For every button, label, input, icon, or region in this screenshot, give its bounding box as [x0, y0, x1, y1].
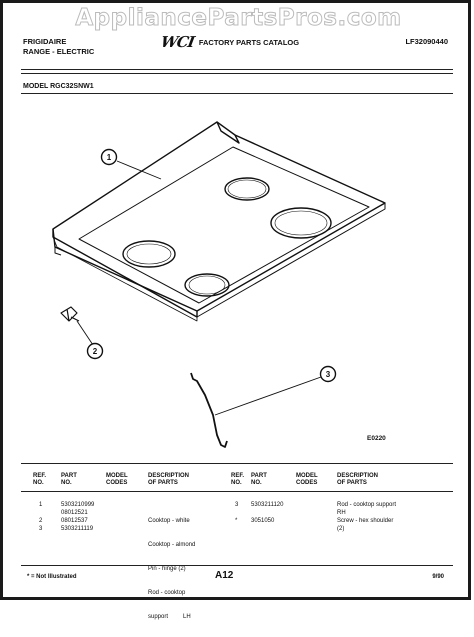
header-rule [21, 69, 453, 70]
table-cell [251, 525, 283, 533]
table-cell: * [235, 518, 238, 524]
table-cell: 5303211120 [251, 502, 284, 508]
cooktop-inner-recess [79, 147, 369, 303]
table-header-rule [21, 491, 453, 492]
table-cell: 3 [235, 502, 239, 508]
cooktop-front-lip [53, 229, 197, 317]
parts-diagram [21, 95, 453, 451]
revision-date: 9/90 [432, 574, 444, 580]
callout-label-3: 3 [325, 370, 331, 379]
table-cell: Pin - hinge (2) [148, 566, 186, 572]
description-column-right [337, 501, 396, 533]
table-cell: 5303211119 [61, 526, 94, 532]
catalog-title [161, 33, 299, 51]
table-cell: 3051050 [251, 518, 275, 524]
table-top-rule [21, 463, 453, 464]
cooktop-outline [53, 122, 385, 311]
header-part-no-left: PART NO. [61, 473, 77, 486]
brand-block [23, 37, 94, 57]
leader-line-2 [77, 321, 93, 345]
part-column-left [61, 501, 94, 533]
brand-name: FRIGIDAIRE [23, 37, 67, 46]
header-model-codes-right: MODEL CODES [296, 473, 318, 486]
leader-line-1 [117, 161, 161, 179]
leader-line-3 [215, 377, 321, 415]
table-cell: 1 [39, 502, 43, 508]
hinge-pin [61, 307, 79, 321]
header-rule-2 [21, 73, 453, 74]
footer-note: * = Not Illustrated [27, 574, 77, 580]
description-column-left [148, 501, 195, 637]
table-cell: Rod - cooktop [148, 590, 186, 596]
burner-opening-front-left [123, 241, 175, 267]
header-part-no-right: PART NO. [251, 473, 267, 486]
header-description-right: DESCRIPTION OF PARTS [337, 473, 379, 486]
table-cell: 08012537 [61, 518, 88, 524]
table-cell [235, 525, 238, 533]
callout-label-2: 2 [92, 347, 98, 356]
table-cell: support LH [148, 614, 191, 620]
callout-label-1: 1 [106, 153, 112, 162]
burner-opening-front-right [185, 274, 229, 296]
table-cell [251, 509, 283, 517]
ref-column-left [39, 501, 42, 533]
ref-column-right [235, 501, 238, 533]
model-number: MODEL RGC32SNW1 [23, 83, 94, 90]
page-number: A12 [215, 570, 234, 581]
table-cell: Cooktop - white [148, 518, 190, 524]
table-cell: Cooktop - almond [148, 542, 196, 548]
footer-rule [21, 565, 453, 566]
table-cell: 08012521 [61, 510, 88, 516]
table-cell: 2 [39, 518, 43, 524]
support-rod [191, 373, 227, 447]
diagram-id: E0220 [367, 435, 386, 442]
catalog-number: LF32090440 [405, 37, 448, 46]
header-description-left: DESCRIPTION OF PARTS [148, 473, 190, 486]
table-cell [235, 509, 238, 517]
header-ref-no-left: REF. NO. [33, 473, 47, 486]
watermark: AppliancePartsPros.com [75, 5, 402, 31]
table-cell: RH [337, 510, 346, 516]
table-cell: 3 [39, 526, 43, 532]
table-cell: Screw - hex shoulder [337, 518, 394, 524]
product-line: RANGE - ELECTRIC [23, 47, 95, 56]
table-cell: 5303210999 [61, 502, 95, 508]
burner-opening-rear-left [225, 178, 269, 200]
table-cell: (2) [337, 526, 345, 532]
catalog-label: FACTORY PARTS CATALOG [198, 37, 300, 47]
header-ref-no-right: REF. NO. [231, 473, 245, 486]
wci-logo: WCI [159, 33, 196, 51]
burner-opening-rear-right [271, 208, 331, 238]
model-rule [21, 93, 453, 94]
table-cell [39, 509, 42, 517]
header-model-codes-left: MODEL CODES [106, 473, 128, 486]
part-column-right [251, 501, 283, 533]
table-cell: Rod - cooktop support [337, 502, 397, 508]
